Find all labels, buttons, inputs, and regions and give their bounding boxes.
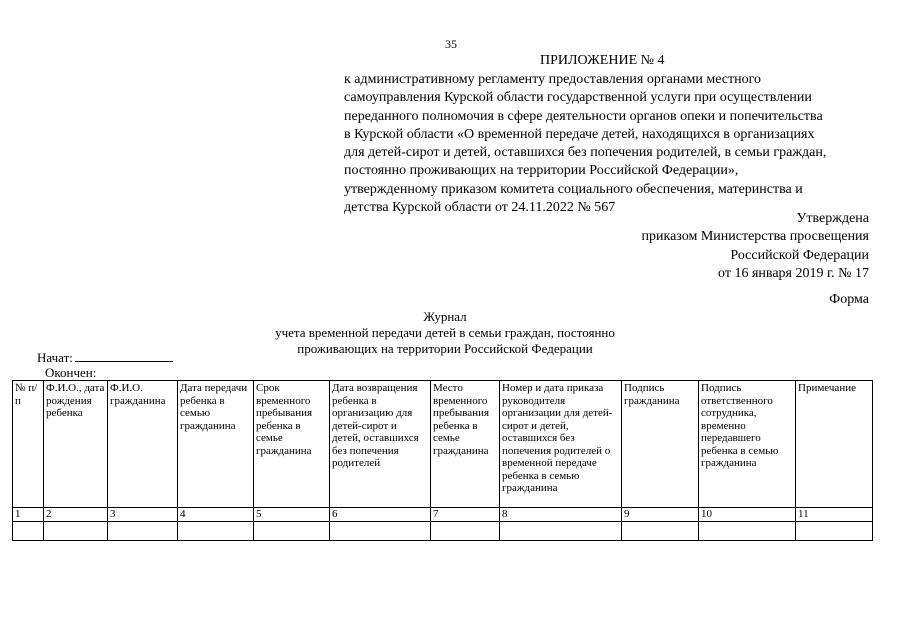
- approval-line: приказом Министерства просвещения: [641, 229, 869, 245]
- header-cell: Подпись гражданина: [622, 381, 699, 508]
- approval-line: от 16 января 2019 г. № 17: [718, 265, 869, 281]
- started-blank: [75, 350, 173, 362]
- header-cell: Дата передачи ребенка в семью гражданина: [178, 381, 254, 508]
- column-number: 11: [796, 508, 873, 522]
- appendix-line: в Курской области «О временной передаче детей, находящихся в организациях: [344, 126, 815, 142]
- started-field: [37, 350, 173, 366]
- table-cell: [500, 521, 622, 540]
- column-number: 2: [44, 508, 108, 522]
- column-number: 7: [431, 508, 500, 522]
- column-number: 6: [330, 508, 431, 522]
- table-cell: [622, 521, 699, 540]
- page-number: 35: [445, 37, 457, 51]
- column-number-row: [13, 508, 873, 522]
- approval-line: Утверждена: [796, 211, 869, 226]
- column-number: 1: [13, 508, 44, 522]
- column-number: 10: [699, 508, 796, 522]
- header-cell: Дата возвращения ребенка в организацию для детей-сирот и детей, оставшихся без попечения родителей: [330, 381, 431, 508]
- appendix-title: ПРИЛОЖЕНИЕ № 4: [540, 53, 665, 68]
- journal-title-line: Журнал: [423, 309, 467, 324]
- header-cell: Ф.И.О. гражданина: [108, 381, 178, 508]
- table-cell: [796, 521, 873, 540]
- table-cell: [330, 521, 431, 540]
- table-cell: [108, 521, 178, 540]
- approval-line: Российской Федерации: [730, 247, 869, 263]
- appendix-text: [344, 71, 869, 217]
- header-cell: Ф.И.О., дата рождения ребенка: [44, 381, 108, 508]
- journal-title-line: учета временной передачи детей в семьи граждан, постоянно: [275, 325, 615, 340]
- header-cell: Номер и дата приказа руководителя организации для детей-сирот и детей, оставшихся без попечения родителей о временной передаче ребенка в семью гражданина: [500, 381, 622, 508]
- appendix-line: к административному регламенту предоставления органами местного: [344, 72, 761, 87]
- approval-block: [642, 210, 870, 283]
- table-row: [13, 521, 873, 540]
- appendix-line: для детей-сирот и детей, оставшихся без попечения родителей, в семьи граждан,: [344, 145, 827, 161]
- header-cell: Подпись ответственного сотрудника, временно передавшего ребенка в семью гражданина: [699, 381, 796, 508]
- table-cell: [699, 521, 796, 540]
- column-number: 9: [622, 508, 699, 522]
- table-cell: [431, 521, 500, 540]
- appendix-line: детства Курской области от 24.11.2022 № 567: [344, 200, 616, 216]
- header-cell: Место временного пребывания ребенка в семье гражданина: [431, 381, 500, 508]
- appendix-line: утвержденному приказом комитета социального обеспечения, материнства и: [344, 181, 803, 197]
- column-number: 5: [254, 508, 330, 522]
- column-number: 3: [108, 508, 178, 522]
- header-cell: Примечание: [796, 381, 873, 508]
- journal-table: [12, 380, 873, 541]
- appendix-line: постоянно проживающих на территории Российской Федерации»,: [344, 163, 739, 179]
- table-cell: [254, 521, 330, 540]
- journal-title-line: проживающих на территории Российской Федерации: [297, 341, 593, 356]
- header-cell: № п/п: [13, 381, 44, 508]
- table-cell: [178, 521, 254, 540]
- journal-title: [260, 309, 630, 357]
- form-label: Форма: [829, 292, 869, 307]
- appendix-line: переданного полномочия в сфере деятельности органов опеки и попечительства: [344, 108, 823, 124]
- column-number: 4: [178, 508, 254, 522]
- table-header-row: [13, 381, 873, 508]
- started-label: Начат:: [37, 350, 73, 365]
- appendix-line: самоуправления Курской области государственной услуги при осуществлении: [344, 90, 812, 106]
- ended-label: Окончен:: [45, 365, 97, 380]
- header-cell: Срок временного пребывания ребенка в семье гражданина: [254, 381, 330, 508]
- column-number: 8: [500, 508, 622, 522]
- table-cell: [44, 521, 108, 540]
- table-cell: [13, 521, 44, 540]
- ended-field: [45, 365, 96, 381]
